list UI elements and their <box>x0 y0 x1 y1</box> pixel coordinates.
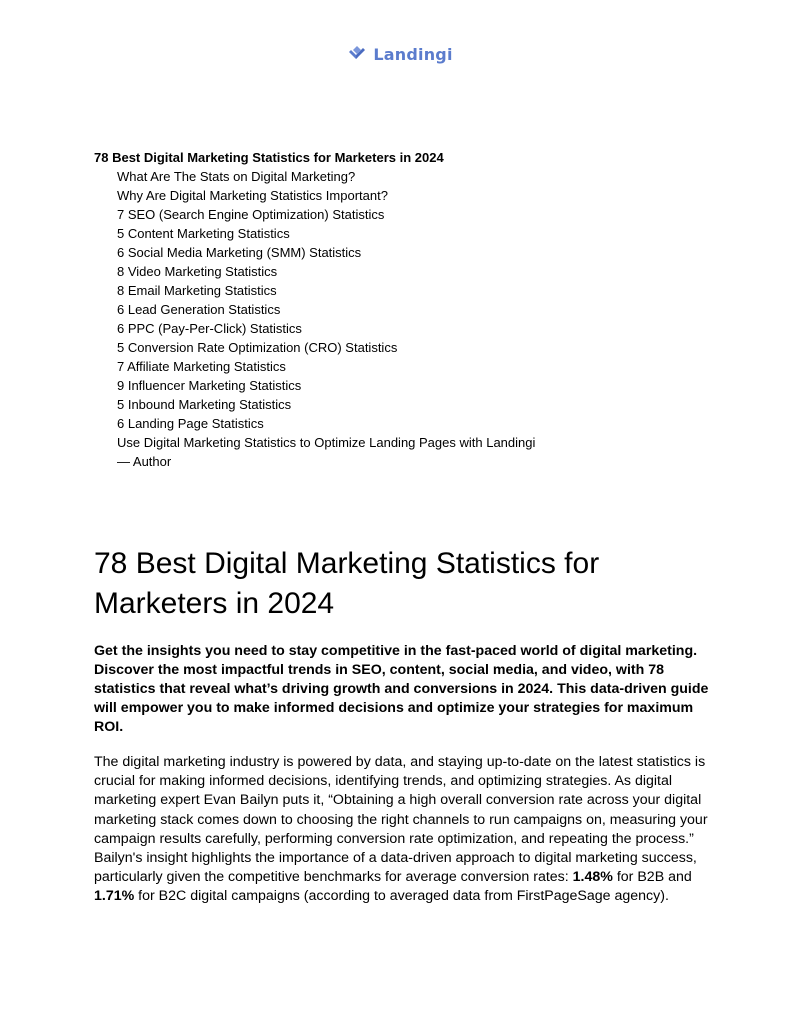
toc-item[interactable]: 6 Landing Page Statistics <box>117 416 264 431</box>
toc-item[interactable]: 6 PPC (Pay-Per-Click) Statistics <box>117 321 302 336</box>
toc-item[interactable]: 5 Content Marketing Statistics <box>117 226 290 241</box>
toc-item[interactable]: 5 Conversion Rate Optimization (CRO) Statistics <box>117 340 398 355</box>
toc-item[interactable]: Why Are Digital Marketing Statistics Important? <box>117 188 388 203</box>
article-lead: Get the insights you need to stay competitive in the fast-paced world of digital marketing. Discover the most impactful trends in SEO, content, social media, and video, with 78 statistics that reveal what’s driving growth and conversions in 2024. This data-driven guide will empower you to make informed decisions and optimize your strategies for maximum ROI. <box>94 643 709 735</box>
toc-item[interactable]: 7 Affiliate Marketing Statistics <box>117 359 286 374</box>
toc-item[interactable]: 8 Video Marketing Statistics <box>117 264 278 279</box>
toc-item[interactable]: 6 Social Media Marketing (SMM) Statistics <box>117 245 362 260</box>
toc-item[interactable]: What Are The Stats on Digital Marketing? <box>117 169 356 184</box>
table-of-contents <box>94 148 734 471</box>
article-body-paragraph <box>94 753 714 907</box>
toc-list <box>94 167 734 471</box>
body-text-part-1: The digital marketing industry is powered by data, and staying up-to-date on the latest statistics is crucial for making informed decisions, identifying trends, and optimizing strategies. As digital marketing expert Evan Bailyn puts it, “Obtaining a high overall conversion rate across your digital marketing stack comes down to choosing the right channels to run campaigns on, measuring your campaign results carefully, performing conversion rate optimization, and repeating the process.” Bailyn's insight highlights the importance of a data-driven approach to digital marketing success, particularly given the competitive benchmarks for average conversion rates: <box>94 754 708 886</box>
toc-item[interactable]: 9 Influencer Marketing Statistics <box>117 378 302 393</box>
b2c-conversion-rate: 1.71% <box>94 888 135 905</box>
brand-logo[interactable] <box>0 44 800 64</box>
toc-item[interactable]: 7 SEO (Search Engine Optimization) Statistics <box>117 207 385 222</box>
b2b-conversion-rate: 1.48% <box>572 869 613 886</box>
toc-item[interactable]: — Author <box>117 454 172 469</box>
toc-title[interactable]: 78 Best Digital Marketing Statistics for Marketers in 2024 <box>94 150 444 165</box>
body-text-part-2: for B2B and <box>612 869 692 886</box>
toc-item[interactable]: Use Digital Marketing Statistics to Optimize Landing Pages with Landingi <box>117 435 536 450</box>
article-title: 78 Best Digital Marketing Statistics for Marketers in 2024 <box>94 547 600 620</box>
body-text-part-3: for B2C digital campaigns (according to averaged data from FirstPageSage agency). <box>134 888 669 905</box>
toc-item[interactable]: 6 Lead Generation Statistics <box>117 302 281 317</box>
toc-item[interactable]: 8 Email Marketing Statistics <box>117 283 277 298</box>
toc-item[interactable]: 5 Inbound Marketing Statistics <box>117 397 292 412</box>
landingi-logo-icon <box>347 44 367 64</box>
brand-name: Landingi <box>373 44 453 64</box>
